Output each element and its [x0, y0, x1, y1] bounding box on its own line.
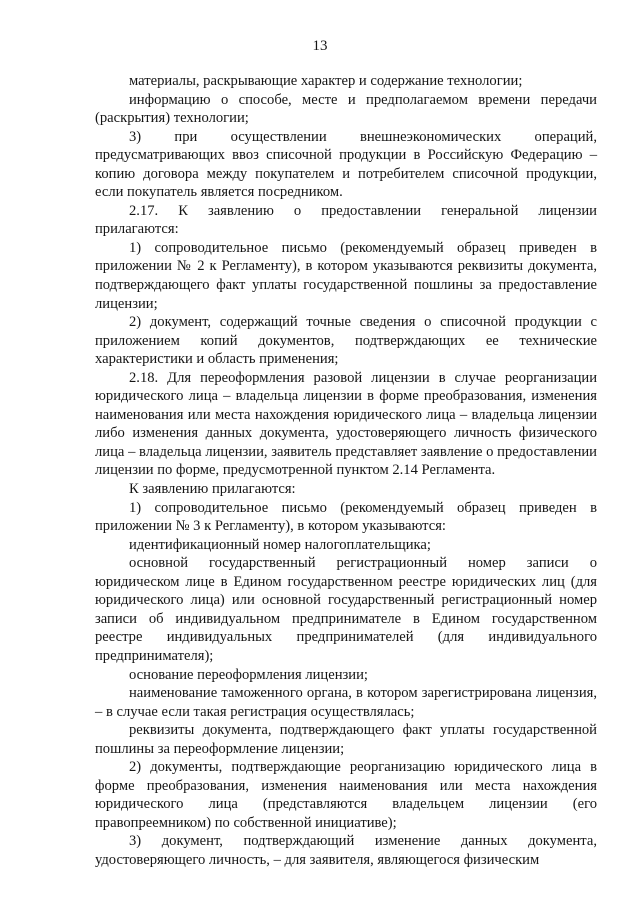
paragraph: 2.17. К заявлению о предоставлении генеральной лицензии прилагаются: — [95, 202, 597, 238]
paragraph: основание переоформления лицензии; — [129, 666, 368, 683]
paragraph: К заявлению прилагаются: — [129, 481, 296, 498]
paragraph: 2.18. Для переоформления разовой лицензии в случае реорганизации юридического лица – владельца лицензии в форме преобразования, изменения наименования или места нахождения юридического лица – владельца лицензии либо изменения данных документа, удостоверяющего личность физического лица – владельца лицензии, заявитель представляет заявление о предоставлении лицензии по форме, предусмотренной пунктом 2.14 Регламента. — [95, 369, 597, 479]
paragraph: наименование таможенного органа, в котором зарегистрирована лицензия, – в случае если такая регистрация осуществлялась; — [95, 685, 597, 720]
paragraph: идентификационный номер налогоплательщика; — [129, 536, 431, 553]
paragraph: 2) документ, содержащий точные сведения о списочной продукции с приложением копий документов, подтверждающих ее технические характеристики и область применения; — [95, 314, 597, 368]
paragraph: 1) сопроводительное письмо (рекомендуемый образец приведен в приложении № 2 к Регламенту), в котором указываются реквизиты документа, подтверждающего факт уплаты государственной пошлины за предоставление лицензии; — [95, 239, 597, 312]
paragraph: 1) сопроводительное письмо (рекомендуемый образец приведен в приложении № 3 к Регламенту), в котором указываются: — [95, 499, 597, 535]
paragraph: реквизиты документа, подтверждающего факт уплаты государственной пошлины за переоформление лицензии; — [95, 722, 597, 757]
paragraph: 2) документы, подтверждающие реорганизацию юридического лица в форме преобразования, изменения наименования или места нахождения юридического лица (представляются владельцем лицензии (его правопреемником) по собственной инициативе); — [95, 759, 597, 831]
page-number: 13 — [312, 38, 328, 54]
paragraph: материалы, раскрывающие характер и содержание технологии; — [129, 73, 523, 89]
paragraph: основной государственный регистрационный номер записи о юридическом лице в Едином государственном реестре юридических лиц (для юридического лица) или основной государственный регистрационный номер записи об индивидуальном предпринимателе в Едином государственном реестре индивидуальных предпринимателей (для индивидуального предпринимателя); — [95, 555, 597, 664]
paragraph: информацию о способе, месте и предполагаемом времени передачи (раскрытия) технологии; — [95, 91, 597, 127]
paragraph: 3) при осуществлении внешнеэкономических операций, предусматривающих ввоз списочной продукции в Российскую Федерацию – копию договора между покупателем и потребителем списочной продукции, если покупатель является посредником. — [95, 128, 597, 201]
paragraph: 3) документ, подтверждающий изменение данных документа, удостоверяющего личность, – для заявителя, являющегося физическим — [95, 833, 597, 868]
document-body — [95, 72, 597, 870]
